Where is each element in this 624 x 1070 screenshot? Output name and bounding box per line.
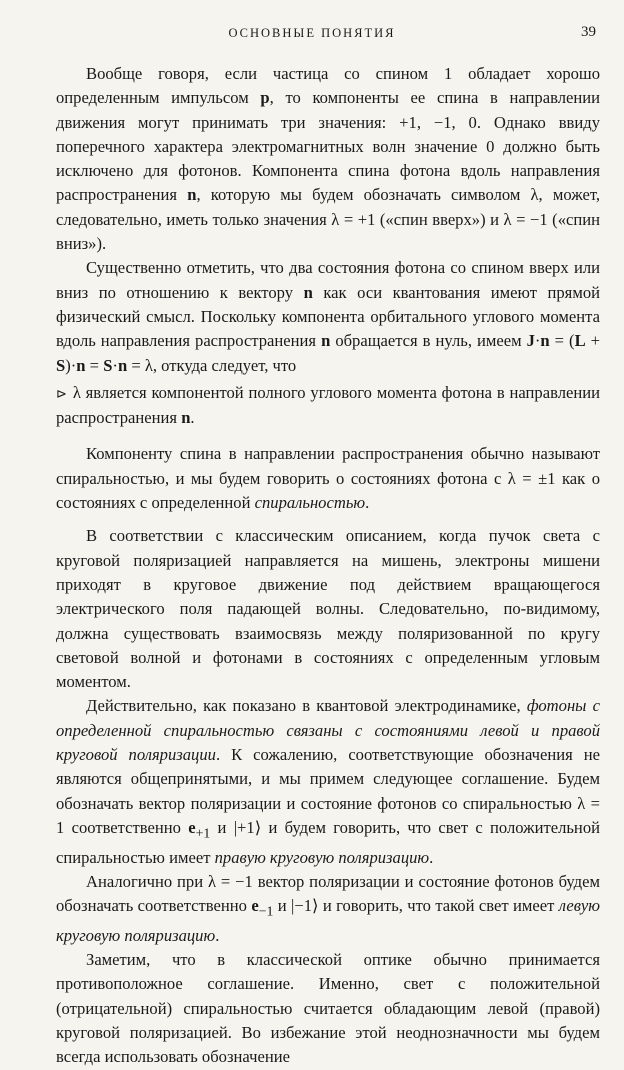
vector-symbol: S <box>56 355 66 375</box>
paragraph: Существенно отметить, что два состояния фотона со спином вверх или вниз по отношению к вектору n как оси квантования имеют прямой физический смысл. Поскольку компонента орбитального углового момента вдоль направления распространения n обращается в нуль, имеем J·n = (L + S)·n = S·n = λ, откуда следует, что <box>56 258 601 375</box>
page-number: 39 <box>581 24 596 40</box>
vector-symbol: p <box>260 88 270 108</box>
paragraph: Аналогично при λ = −1 вектор поляризации и состояние фотонов будем обозначать соответственно $e_{-1}$ и |−1⟩ и говорить, что такой свет имеет левую круговую поляризацию. <box>56 871 600 945</box>
vector-symbol: n <box>187 185 197 205</box>
paragraph: Компоненту спина в направлении распространения обычно называют спиральностью, и мы будем говорить о состояниях фотона с λ = ±1 как о состояниях с определенной спиральностью. <box>56 444 600 513</box>
rule-marker-icon: ⊳ <box>56 385 71 401</box>
vector-symbol: e <box>251 896 259 916</box>
emphasis: фотоны с определенной спиральностью связаны с состояниями левой и правой круговой поляризации <box>56 696 600 765</box>
vector-symbol: n <box>540 331 550 351</box>
vector-symbol: e <box>188 817 196 837</box>
vector-symbol: S <box>103 355 113 375</box>
subscript: −1 <box>258 903 274 919</box>
emphasis: правую круговую поляризацию <box>214 847 430 867</box>
paragraph: Вообще говоря, если частица со спином 1 обладает хорошо определенным импульсом p, то компоненты ее спина в направлении движения могут принимать три значения: +1, −1, 0. Однако ввиду поперечного характера электромагнитных волн значение 0 должно быть исключено для фотонов. Компонента спина фотона вдоль направления распространения n, которую мы будем обозначать символом λ, может, следовательно, иметь только значения λ = +1 («спин вверх») и λ = −1 («спин вниз»). <box>56 64 601 254</box>
paragraph: Заметим, что в классической оптике обычно принимается противоположное соглашение. Именно, свет с положительной (отрицательной) спиральностью считается обладающим левой (правой) круговой поляризацией. Во избежание этой неоднозначности мы будем всегда использовать обозначение <box>56 950 600 1067</box>
subscript: +1 <box>195 825 211 841</box>
emphasis: левую круговую поляризацию <box>56 896 600 945</box>
paragraph: В соответствии с классическим описанием, когда пучок света с круговой поляризацией направляется на мишень, электроны мишени приходят в круговое движение под действием вращающегося электрического поля падающей волны. Следовательно, по-видимому, должна существовать взаимосвязь между поляризованной по кругу световой волной и фотонами в состояниях с определенным угловым моментом. <box>56 526 600 692</box>
vector-symbol: J <box>526 331 535 351</box>
running-title: ОСНОВНЫЕ ПОНЯТИЯ <box>228 26 396 40</box>
vector-symbol: n <box>303 282 313 302</box>
running-head <box>0 24 624 44</box>
paragraph: Действительно, как показано в квантовой электродинамике, фотоны с определенной спиральностью связаны с состояниями левой и правой круговой поляризации. К сожалению, соответствующие обозначения не являются общепринятыми, и мы примем следующее соглашение. Будем обозначать вектор поляризации и состояние фотонов со спиральностью λ = 1 соответственно $e_{+1}$ и |+1⟩ и будем говорить, что свет с положительной спиральностью имеет правую круговую поляризацию. <box>56 696 600 867</box>
vector-symbol: n <box>321 331 331 351</box>
vector-symbol: n <box>181 408 191 428</box>
vector-symbol: n <box>117 355 128 375</box>
vector-symbol: L <box>574 331 586 351</box>
rule-statement: ⊳ λ является компонентой полного углового момента фотона в направлении распространения n. <box>56 382 600 428</box>
emphasis: спиральностью <box>254 493 366 513</box>
body-text <box>56 62 600 1070</box>
vector-symbol: n <box>76 355 86 375</box>
